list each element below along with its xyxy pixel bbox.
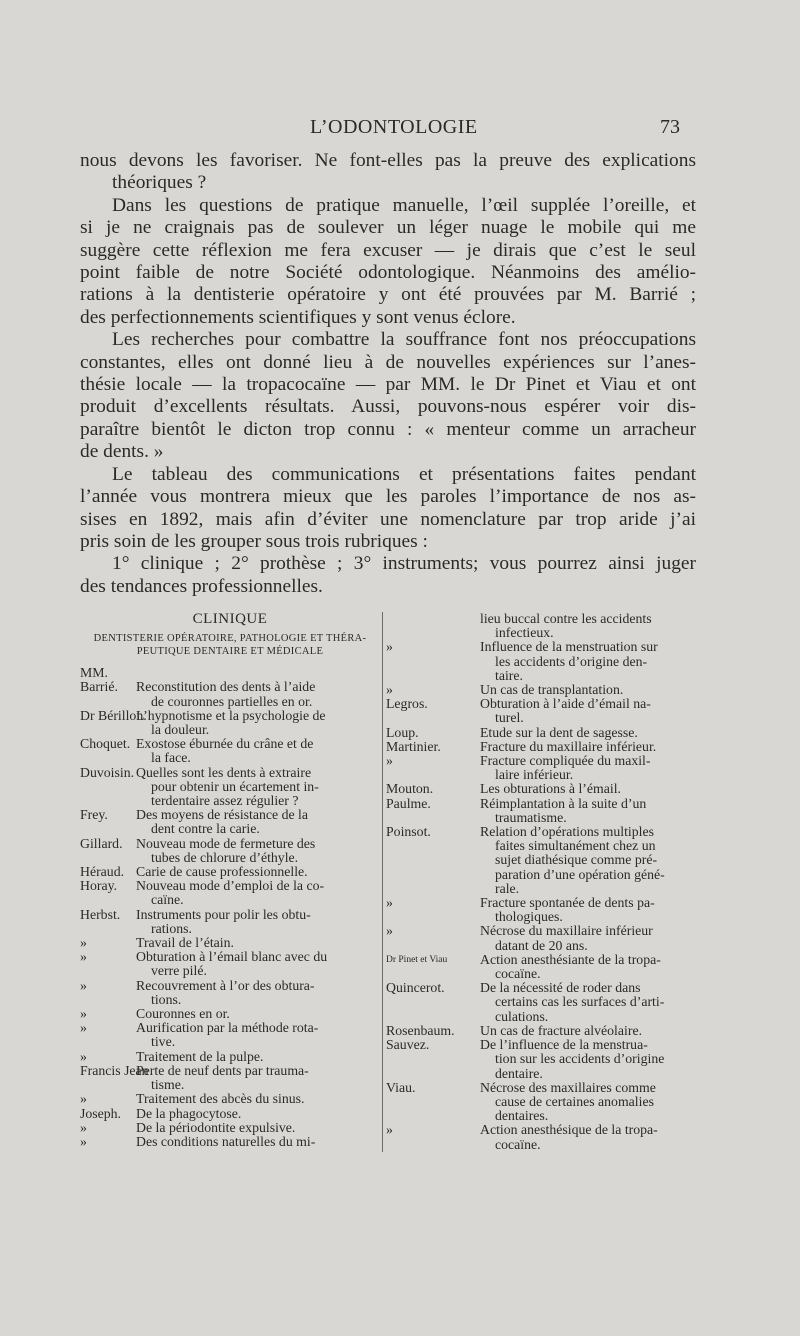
body-line: pris soin de les grouper sous trois rubriques : (80, 530, 428, 552)
author-name: Viau. (386, 1079, 416, 1095)
entry-description (480, 697, 786, 725)
entry-description (136, 1064, 380, 1092)
entry-line: laire inférieur. (495, 767, 574, 783)
entry-line: Action anesthésique de la tropa- (480, 1122, 658, 1138)
entry-description (480, 981, 786, 1024)
author-name: » (386, 895, 393, 911)
entry-row (386, 726, 786, 740)
entry-line: paration d’une opération géné- (495, 866, 665, 882)
author-name: » (80, 1006, 87, 1022)
body-line: thésie locale — la tropacocaïne — par MM. le Dr Pinet et Viau et ont (80, 374, 696, 396)
author-name: Legros. (386, 696, 428, 712)
entry-description (136, 766, 380, 809)
entry-line: tubes de chlorure d’éthyle. (151, 849, 299, 865)
entry-row (386, 825, 786, 896)
entry-row (80, 1135, 380, 1149)
entry-line: de couronnes partielles en or. (151, 693, 313, 709)
author-name: » (80, 935, 87, 951)
entry-line: L’hypnotisme et la psychologie de (136, 707, 326, 723)
author-name: Joseph. (80, 1105, 122, 1121)
entry-description (480, 612, 786, 640)
entry-line: verre pilé. (151, 963, 207, 979)
entry-description (480, 825, 786, 896)
entry-line: Nouveau mode de fermeture des (136, 835, 316, 851)
entry-line: datant de 20 ans. (495, 937, 588, 953)
author-name: » (386, 682, 393, 698)
body-line: théoriques ? (112, 172, 207, 194)
entry-row (80, 879, 380, 907)
entry-line: De l’influence de la menstrua- (480, 1037, 648, 1053)
author-name: Choquet. (80, 736, 131, 752)
entry-row (80, 865, 380, 879)
entry-description (136, 879, 380, 907)
entry-line: Couronnes en or. (136, 1006, 230, 1022)
entry-description (136, 1121, 380, 1135)
entry-line: infectieux. (495, 625, 554, 641)
entry-row (386, 924, 786, 952)
entry-row (386, 754, 786, 782)
body-line: des perfectionnements scientifiques y sont venus éclore. (80, 306, 516, 328)
author-name: » (80, 949, 87, 965)
entry-line: Perte de neuf dents par trauma- (136, 1062, 309, 1078)
left-entry-list (80, 680, 380, 1149)
entry-line: lieu buccal contre les accidents (480, 611, 652, 626)
clinique-left-column (80, 612, 380, 1149)
entry-row (80, 936, 380, 950)
author-name: Paulme. (386, 795, 431, 811)
page-number: 73 (660, 116, 680, 138)
entry-line: Réimplantation à la suite d’un (480, 795, 647, 811)
entry-row (80, 1064, 380, 1092)
entry-line: Traitement de la pulpe. (136, 1048, 264, 1064)
mm-label: MM. (80, 665, 108, 681)
entry-description (480, 1081, 786, 1124)
entry-description (136, 979, 380, 1007)
entry-line: Obturation à l’aide d’émail na- (480, 696, 651, 712)
body-line: 1° clinique ; 2° prothèse ; 3° instruments; vous pourrez ainsi juger (112, 553, 696, 575)
entry-row (386, 1081, 786, 1124)
entry-line: la face. (151, 750, 191, 766)
entry-row (386, 683, 786, 697)
entry-line: rations. (151, 920, 192, 936)
author-name: Duvoisin. (80, 764, 135, 780)
entry-row (80, 709, 380, 737)
entry-row (80, 1021, 380, 1049)
author-name: Gillard. (80, 835, 123, 851)
right-entry-list (386, 612, 786, 1152)
entry-row (386, 953, 786, 981)
body-line: sises en 1892, mais afin d’éviter une nomenclature par trop aride j’ai (80, 508, 696, 530)
author-name: » (80, 1048, 87, 1064)
entry-line: Action anesthésiante de la tropa- (480, 951, 661, 967)
body-line: Les recherches pour combattre la souffrance font nos préoccupations (112, 329, 696, 351)
entry-line: dentaire. (495, 1065, 543, 1081)
entry-description (136, 1050, 380, 1064)
entry-line: terdentaire assez régulier ? (151, 793, 299, 809)
body-line: Dans les questions de pratique manuelle, l’œil supplée l’oreille, et (112, 194, 696, 216)
entry-description (480, 640, 786, 683)
entry-row (386, 640, 786, 683)
entry-row (386, 1024, 786, 1038)
entry-line: Traitement des abcès du sinus. (136, 1091, 305, 1107)
entry-line: Aurification par la méthode rota- (136, 1020, 319, 1036)
entry-description (136, 1135, 380, 1149)
entry-line: De la phagocytose. (136, 1105, 242, 1121)
author-name: Mouton. (386, 781, 434, 797)
entry-row (386, 782, 786, 796)
author-name: Poinsot. (386, 824, 431, 840)
author-name: Frey. (80, 807, 108, 823)
entry-description (136, 1107, 380, 1121)
running-title: L’ODONTOLOGIE (310, 116, 478, 138)
entry-line: thologiques. (495, 909, 563, 925)
entry-line: rale. (495, 880, 520, 896)
author-name: Dr Bérillon. (80, 707, 147, 723)
author-name: » (80, 1133, 87, 1149)
author-name: Francis Jean (80, 1062, 149, 1078)
section-subtitle-line: DENTISTERIE OPÉRATOIRE, PATHOLOGIE ET THÉRA- (93, 633, 367, 645)
entry-line: Un cas de transplantation. (480, 682, 624, 698)
entry-line: sujet diathésique comme pré- (495, 852, 658, 868)
entry-line: Des moyens de résistance de la (136, 807, 309, 823)
body-line: si je ne craignais pas de soulever un léger nuage le mobile qui me (80, 217, 696, 239)
entry-description (136, 808, 380, 836)
entry-description (480, 1123, 786, 1151)
author-name: » (386, 923, 393, 939)
entry-row (386, 1038, 786, 1081)
entry-line: Exostose éburnée du crâne et de (136, 736, 314, 752)
entry-line: les accidents d’origine den- (495, 653, 648, 669)
entry-description (480, 924, 786, 952)
entry-line: dent contre la carie. (151, 821, 260, 837)
entry-row (80, 979, 380, 1007)
entry-description (480, 797, 786, 825)
author-name: Barrié. (80, 679, 118, 695)
body-line: suggère cette réflexion me fera excuser — je dirais que c’est le seul (80, 239, 696, 261)
entry-line: caïne. (151, 892, 184, 908)
section-subtitle (80, 633, 380, 658)
entry-line: Nouveau mode d’emploi de la co- (136, 878, 325, 894)
author-name: » (80, 1091, 87, 1107)
author-name: Héraud. (80, 864, 125, 880)
entry-line: turel. (495, 710, 524, 726)
entry-row (386, 981, 786, 1024)
entry-line: pour obtenir un écartement in- (151, 778, 319, 794)
entry-row (80, 766, 380, 809)
entry-description (136, 680, 380, 708)
section-subtitle-line: PEUTIQUE DENTAIRE ET MÉDICALE (136, 645, 324, 657)
entry-description (480, 1038, 786, 1081)
entry-row (80, 680, 380, 708)
entry-line: tion sur les accidents d’origine (495, 1051, 665, 1067)
author-name: » (80, 1020, 87, 1036)
page-header (80, 116, 680, 144)
entry-line: cocaïne. (495, 966, 541, 982)
entry-line: Influence de la menstruation sur (480, 639, 658, 655)
entry-line: De la nécessité de roder dans (480, 980, 641, 996)
author-name: Horay. (80, 878, 118, 894)
entry-row (386, 1123, 786, 1151)
entry-row (80, 1107, 380, 1121)
entry-line: tions. (151, 991, 182, 1007)
entry-line: Etude sur la dent de sagesse. (480, 724, 638, 740)
entry-line: Travail de l’étain. (136, 935, 234, 951)
body-line: Le tableau des communications et présentations faites pendant (112, 463, 696, 485)
body-line: de dents. » (80, 441, 164, 463)
clinique-right-column (386, 612, 786, 1152)
entry-row (386, 697, 786, 725)
entry-line: Recouvrement à l’or des obtura- (136, 977, 315, 993)
section-title: CLINIQUE (192, 611, 268, 627)
author-name (386, 612, 480, 640)
author-name: » (80, 977, 87, 993)
author-name: Loup. (386, 724, 419, 740)
author-name: Quincerot. (386, 980, 445, 996)
entry-line: tisme. (151, 1077, 185, 1093)
entry-line: Des conditions naturelles du mi- (136, 1133, 316, 1149)
entry-description (136, 837, 380, 865)
entry-row (80, 1050, 380, 1064)
body-line: paraître bientôt le dicton trop connu : « menteur comme un arracheur (80, 418, 696, 440)
entry-line: De la périodontite expulsive. (136, 1119, 296, 1135)
entry-description (136, 908, 380, 936)
entry-line: cocaïne. (495, 1136, 541, 1152)
author-name: Dr Pinet et Viau (386, 954, 448, 965)
entry-line: Quelles sont les dents à extraire (136, 764, 312, 780)
entry-line: Reconstitution des dents à l’aide (136, 679, 316, 695)
entry-description (480, 754, 786, 782)
entry-row (80, 1121, 380, 1135)
entry-description (136, 1092, 380, 1106)
entry-description (480, 683, 786, 697)
entry-description (136, 737, 380, 765)
entry-line: Fracture compliquée du maxil- (480, 753, 651, 769)
entry-line: faites simultanément chez un (495, 838, 656, 854)
column-divider (382, 612, 383, 1152)
entry-line: Carie de cause professionnelle. (136, 864, 308, 880)
entry-row (80, 908, 380, 936)
body-line: nous devons les favoriser. Ne font-elles pas la preuve des explications (80, 150, 696, 171)
entry-line: traumatisme. (495, 809, 567, 825)
author-name: Herbst. (80, 906, 121, 922)
author-name: » (386, 1122, 393, 1138)
author-name: Sauvez. (386, 1037, 430, 1053)
entry-line: la douleur. (151, 722, 210, 738)
entry-row (80, 950, 380, 978)
entry-line: Instruments pour polir les obtu- (136, 906, 311, 922)
body-line: rations à la dentisterie opératoire y ont été prouvées par M. Barrié ; (80, 284, 696, 306)
entry-row (386, 612, 786, 640)
entry-description (136, 1021, 380, 1049)
entry-description (480, 896, 786, 924)
entry-row (80, 1092, 380, 1106)
entry-description (480, 782, 786, 796)
entry-description (480, 726, 786, 740)
entry-line: culations. (495, 1008, 549, 1024)
author-name: » (80, 1119, 87, 1135)
entry-description (480, 1024, 786, 1038)
author-name: » (386, 639, 393, 655)
entry-line: Les obturations à l’émail. (480, 781, 621, 797)
entry-description (136, 1007, 380, 1021)
entry-row (386, 740, 786, 754)
entry-line: Nécrose du maxillaire inférieur (480, 923, 653, 939)
entry-line: Obturation à l’émail blanc avec du (136, 949, 328, 965)
entry-line: cause de certaines anomalies (495, 1093, 654, 1109)
entry-line: Fracture spontanée de dents pa- (480, 895, 655, 911)
entry-line: Nécrose des maxillaires comme (480, 1079, 656, 1095)
author-name: Martinier. (386, 738, 441, 754)
entry-line: Fracture du maxillaire inférieur. (480, 738, 657, 754)
entry-description (136, 950, 380, 978)
entry-line: certains cas les surfaces d’arti- (495, 994, 665, 1010)
entry-description (136, 936, 380, 950)
entry-line: tive. (151, 1034, 176, 1050)
entry-description (480, 740, 786, 754)
entry-row (80, 837, 380, 865)
body-line: constantes, elles ont donné lieu à de nouvelles expériences sur l’anes- (80, 351, 696, 373)
entry-line: taire. (495, 667, 523, 683)
entry-line: dentaires. (495, 1108, 549, 1124)
body-line: point faible de notre Société odontologique. Néanmoins des amélio- (80, 262, 696, 284)
entry-row (80, 1007, 380, 1021)
entry-description (480, 953, 786, 981)
body-paragraphs (80, 150, 696, 598)
entry-row (80, 808, 380, 836)
body-line: produit d’excellents résultats. Aussi, pouvons-nous espérer voir dis- (80, 396, 696, 418)
entry-line: Un cas de fracture alvéolaire. (480, 1022, 643, 1038)
body-line: des tendances professionnelles. (80, 575, 323, 597)
entry-row (386, 797, 786, 825)
author-name: Rosenbaum. (386, 1022, 455, 1038)
entry-row (386, 896, 786, 924)
body-line: l’année vous montrera mieux que les paroles l’importance de nos as- (80, 486, 696, 508)
author-name: » (386, 753, 393, 769)
entry-row (80, 737, 380, 765)
entry-description (136, 709, 380, 737)
entry-line: Relation d’opérations multiples (480, 824, 654, 840)
entry-description (136, 865, 380, 879)
